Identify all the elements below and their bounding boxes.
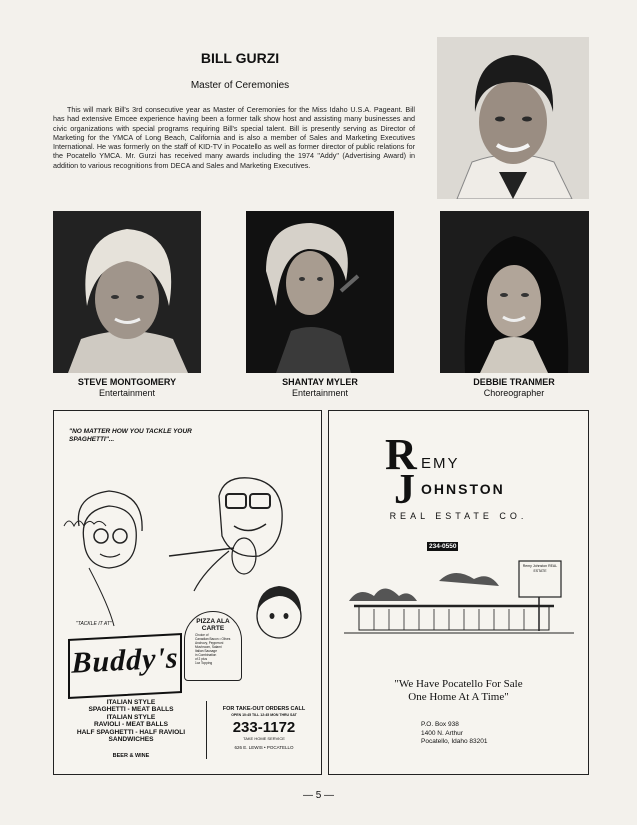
caption-steve bbox=[45, 377, 209, 399]
tackle-label: "TACKLE IT AT" bbox=[76, 621, 112, 627]
service: TAKE HOME SERVICE bbox=[243, 736, 285, 741]
remy-logo-r: R bbox=[385, 430, 417, 479]
buddys-logo-box bbox=[68, 633, 182, 699]
caption-shantay bbox=[238, 377, 402, 399]
address: 626 E. LEWIS • POCATELLO bbox=[234, 745, 294, 750]
buddys-advertisement bbox=[53, 410, 322, 775]
debbie-tranmer-photo bbox=[440, 211, 589, 373]
takeout-label: FOR TAKE-OUT ORDERS CALL bbox=[222, 706, 306, 712]
remy-johnston-advertisement bbox=[328, 410, 589, 775]
steve-montgomery-photo bbox=[53, 211, 201, 373]
buddys-headline: "NO MATTER HOW YOU TACKLE YOUR SPAGHETTI"... bbox=[69, 428, 192, 443]
takeout-block bbox=[209, 706, 319, 750]
pizza-box bbox=[184, 611, 242, 681]
remy-tagline: REAL ESTATE CO. bbox=[389, 511, 528, 521]
remy-address: P.O. Box 938 1400 N. Arthur Pocatello, Idaho 83201 bbox=[421, 721, 488, 745]
divider bbox=[206, 701, 207, 759]
slogan-line1: "We Have Pocatello For Sale bbox=[394, 678, 523, 690]
person-name: DEBBIE TRANMER bbox=[473, 377, 555, 387]
pizza-title: PIZZA ALA CARTE bbox=[196, 618, 230, 632]
remy-logo-name1: EMY bbox=[421, 455, 460, 472]
slogan-line2: One Home At A Time" bbox=[408, 691, 509, 703]
sign-text: Remy Johnston REAL ESTATE bbox=[522, 564, 558, 573]
phone-number: 233-1172 bbox=[232, 719, 296, 736]
remy-logo-name2: OHNSTON bbox=[421, 481, 505, 497]
hours: OPEN 10:45 TILL 12:45 MON THRU SAT bbox=[231, 713, 297, 717]
page-title: BILL GURZI bbox=[200, 50, 280, 66]
bill-gurzi-photo bbox=[437, 37, 589, 199]
person-role: Choreographer bbox=[483, 388, 545, 398]
person-role: Entertainment bbox=[291, 388, 349, 398]
bio-paragraph: This will mark Bill's 3rd consecutive year as Master of Ceremonies for the Miss Idaho U.S.A. Pageant. Bill has had extensive Emcee experience having been a former talk show host and assisting many businesses and civic organizations with special programs requiring Bill's special talent. Bill is presently serving as Director of Marketing for the YMCA of Long Beach, California and is also a member of Sales and Marketing Executives International. He was formerly on the staff of KID-TV in Pocatello as well as former director of public relations for the Pocatello YMCA. Mr. Gurzi has received many awards including the 1974 "Addy" (Advertising Award) in addition to various recognitions from DECA and Sales and Marketing Executives. bbox=[53, 105, 415, 170]
buddys-logo: Buddy's bbox=[71, 641, 179, 680]
shantay-myler-photo bbox=[246, 211, 394, 373]
person-name: STEVE MONTGOMERY bbox=[77, 377, 177, 387]
remy-phone-badge: 234-0550 bbox=[429, 543, 457, 550]
remy-logo-j: J bbox=[394, 467, 415, 513]
page-subtitle: Master of Ceremonies bbox=[190, 80, 290, 91]
menu-list: ITALIAN STYLE SPAGHETTI - MEAT BALLS ITALIAN STYLE RAVIOLI - MEAT BALLS HALF SPAGHETTI - HALF RAVIOLI SANDWICHES bbox=[76, 699, 186, 744]
caption-debbie bbox=[432, 377, 596, 399]
beer-wine: BEER & WINE bbox=[112, 753, 150, 759]
page-number: — 5 — bbox=[302, 790, 335, 801]
person-role: Entertainment bbox=[98, 388, 156, 398]
person-name: SHANTAY MYLER bbox=[282, 377, 358, 387]
pizza-items: Choice of Canadian Bacon • Olives Anchovy, Pepperoni Mushroom, Salami Italian Sausage in Combination of 2 plus 1oz Topping bbox=[195, 633, 231, 665]
